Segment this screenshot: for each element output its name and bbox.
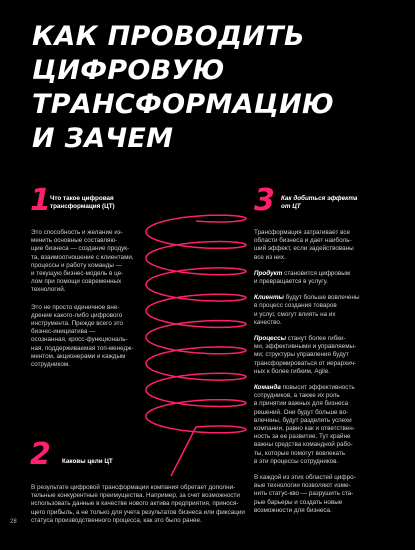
section2-number: 2: [30, 437, 51, 472]
title-line: ЦИФРОВУЮ: [32, 55, 225, 86]
page-number: 28: [10, 519, 17, 525]
section3-item-clients: Клиенты будут больше вовлечены в процесс создания товаров и услуг, смогут влиять на их качество.: [254, 294, 360, 326]
section3-item-processes: Процессы станут более гибки- ми, эффективными и управляемы- ми; структуры управления будут трансформироваться от иерархич- ных к более гибким, Agile.: [254, 335, 357, 375]
section1-para2: Это не просто единичное вне- дрение какого-либо цифрового инструмента. Прежде всего это бизнес-инициатива — осознанная, кросс-функциональ- ная, поддерживаемая топ-менедж- ментом, акционерами и каждым сотрудником.: [31, 303, 134, 369]
section1-para1: Это способность и желание из- менить основные составляю- щие бизнеса — создание продук- та, взаимоотношение с клиентами, процессы и работу команды — и текущую бизнес-модель в це- лом при помощи современных технологий.: [31, 229, 134, 294]
title-line: ТРАНСФОРМАЦИЮ: [32, 89, 335, 120]
section3-item-team: Команда повысит эффективность сотрудников, а также их роль в принятии важных для бизнеса решений. Они будут больше во- влечены, будут разделять успехи компании, равно как и ответствен- ность за ее развитие. Тут крайне важны средства командной рабо- ты, которые помогут вовлекать в эти процессы сотрудников.: [254, 384, 355, 465]
section3-title: Как добиться эффекта от ЦТ: [281, 195, 358, 210]
section3-number: 3: [254, 183, 275, 218]
title-line: И ЗАЧЕМ: [32, 123, 174, 154]
section1-text: [31, 229, 146, 377]
section3-item-product: Продукт становится цифровым и превращается в услугу.: [254, 269, 351, 286]
section1-title: Что такое цифровая трансформация (ЦТ): [50, 195, 115, 210]
title-line: КАК ПРОВОДИТЬ: [32, 21, 305, 52]
section2-text: В результате цифровой трансформации компания обретает дополни- тельные конкурентные преимущества. Например, за счет возможности использовать данные в качестве нового актива предприятия, принося- щего прибыль, а не только для учета результатов бизнеса или фиксации статуса производственного процесса, как это было ранее.: [31, 484, 245, 524]
section1-number: 1: [30, 183, 51, 218]
section2-title: Каковы цели ЦТ: [62, 458, 113, 465]
section3-outro: В каждой из этих областей цифро- вые технологии позволяют изме- нить статус-кво — разрушить ста- рые барьеры и создать новые возможности для бизнеса.: [254, 474, 356, 514]
section3-intro: Трансформация затрагивает все области бизнеса и дает наиболь- ший эффект, если задействованы все из них.: [254, 229, 354, 261]
section3-text: [254, 229, 379, 523]
